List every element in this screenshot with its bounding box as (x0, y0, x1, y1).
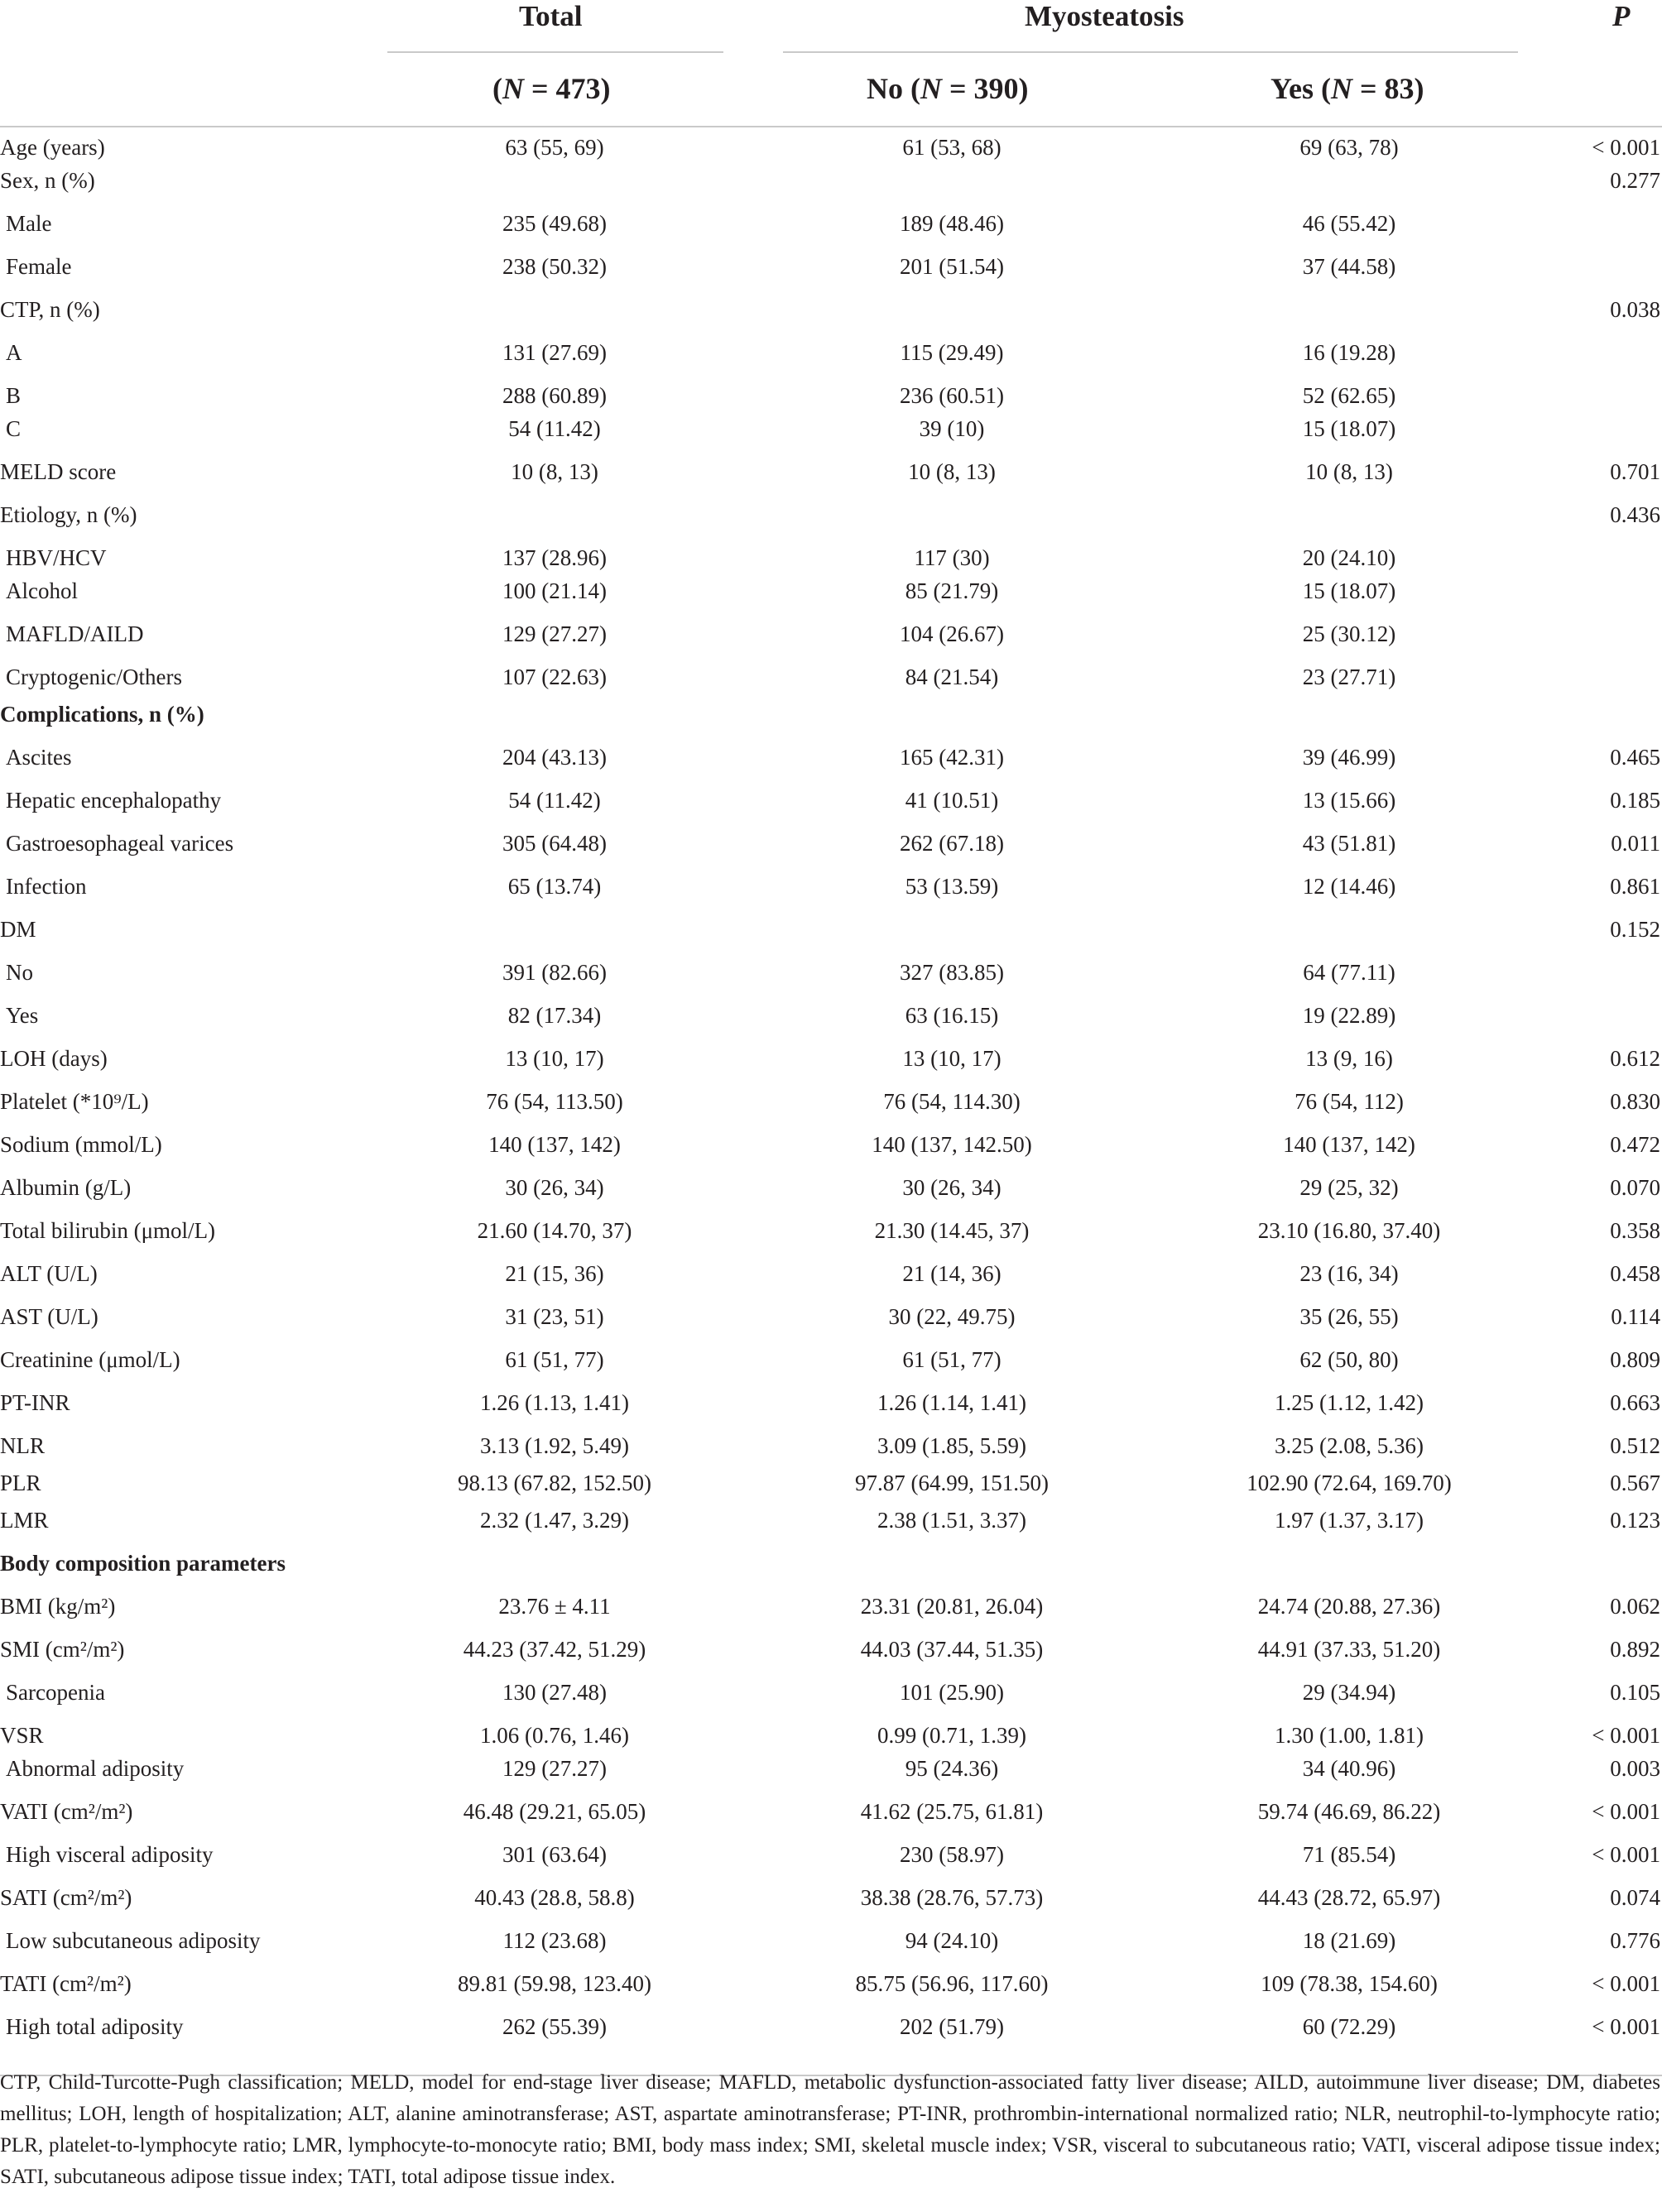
table-row (0, 2010, 1662, 2043)
cell-p: 0.074 (1610, 1885, 1660, 1910)
cell-p: 0.465 (1610, 745, 1660, 770)
cell-p: 0.776 (1610, 1928, 1660, 1953)
cell-no: 76 (54, 114.30) (883, 1089, 1021, 1114)
row-label: Abnormal adiposity (6, 1756, 185, 1781)
cell-yes: 52 (62.65) (1302, 383, 1396, 408)
table-row (0, 741, 1662, 774)
cell-no: 104 (26.67) (900, 621, 1004, 646)
cell-p: 0.114 (1611, 1304, 1660, 1329)
cell-total: 21.60 (14.70, 37) (477, 1218, 632, 1243)
cell-yes: 23 (16, 34) (1299, 1261, 1399, 1286)
cell-p: < 0.001 (1592, 2014, 1660, 2039)
row-label: Cryptogenic/Others (6, 665, 182, 689)
row-label: B (6, 383, 22, 408)
cell-total: 288 (60.89) (502, 383, 607, 408)
table-row (0, 1967, 1662, 2000)
cell-yes: 43 (51.81) (1302, 831, 1396, 856)
row-label: NLR (0, 1433, 45, 1458)
cell-p: < 0.001 (1592, 1723, 1660, 1748)
cell-yes: 18 (21.69) (1302, 1928, 1396, 1953)
cell-yes: 23.10 (16.80, 37.40) (1257, 1218, 1441, 1243)
cell-total: 3.13 (1.92, 5.49) (480, 1433, 629, 1458)
cell-yes: 64 (77.11) (1303, 960, 1395, 985)
cell-p: < 0.001 (1592, 1842, 1660, 1867)
table-row (0, 660, 1662, 693)
cell-no: 97.87 (64.99, 151.50) (855, 1471, 1049, 1495)
table-row (0, 1676, 1662, 1709)
row-label: Ascites (6, 745, 72, 770)
cell-yes: 25 (30.12) (1302, 621, 1396, 646)
cell-yes: 19 (22.89) (1302, 1003, 1396, 1028)
row-label: Etiology, n (%) (0, 502, 137, 527)
cell-no: 94 (24.10) (905, 1928, 999, 1953)
cell-no: 13 (10, 17) (902, 1046, 1002, 1071)
row-label: Hepatic encephalopathy (6, 788, 222, 813)
table-row (0, 956, 1662, 989)
cell-yes: 13 (15.66) (1302, 788, 1396, 813)
cell-yes: 29 (25, 32) (1299, 1175, 1399, 1200)
cell-no: 3.09 (1.85, 5.59) (877, 1433, 1026, 1458)
table-row (0, 1466, 1662, 1499)
row-label: Gastroesophageal varices (6, 831, 234, 856)
cell-total: 30 (26, 34) (505, 1175, 604, 1200)
row-label: PT-INR (0, 1390, 70, 1415)
cell-total: 98.13 (67.82, 152.50) (458, 1471, 651, 1495)
cell-yes: 20 (24.10) (1302, 545, 1396, 570)
table-row (0, 455, 1662, 488)
cell-p: 0.358 (1610, 1218, 1660, 1243)
cell-yes: 46 (55.42) (1302, 211, 1396, 236)
row-label: Sodium (mmol/L) (0, 1132, 162, 1157)
cell-no: 84 (21.54) (905, 665, 999, 689)
cell-no: 165 (42.31) (900, 745, 1004, 770)
cell-yes: 34 (40.96) (1302, 1756, 1396, 1781)
cell-no: 44.03 (37.44, 51.35) (860, 1637, 1044, 1662)
cell-total: 112 (23.68) (502, 1928, 607, 1953)
row-label: Sex, n (%) (0, 168, 95, 193)
row-label: Sarcopenia (6, 1680, 105, 1705)
cell-total: 13 (10, 17) (505, 1046, 604, 1071)
table-row (0, 827, 1662, 860)
header-yes-n: Yes (N = 83) (1271, 72, 1424, 105)
row-label: MAFLD/AILD (6, 621, 144, 646)
cell-p: 0.612 (1610, 1046, 1660, 1071)
row-label: Infection (6, 874, 87, 899)
table-row (0, 784, 1662, 817)
cell-p: < 0.001 (1592, 1799, 1660, 1824)
row-label: Low subcutaneous adiposity (6, 1928, 261, 1953)
cell-no: 2.38 (1.51, 3.37) (877, 1508, 1026, 1533)
cell-p: 0.892 (1610, 1637, 1660, 1662)
cell-p: 0.861 (1610, 874, 1660, 899)
table-row (0, 498, 1662, 531)
cell-no: 201 (51.54) (900, 254, 1004, 279)
cell-p: 0.123 (1610, 1508, 1660, 1533)
row-label: AST (U/L) (0, 1304, 98, 1329)
row-label: No (6, 960, 33, 985)
cell-total: 129 (27.27) (502, 1756, 607, 1781)
cell-total: 61 (51, 77) (505, 1347, 604, 1372)
row-label: Albumin (g/L) (0, 1175, 132, 1200)
cell-p: 0.472 (1610, 1132, 1660, 1157)
table-row (0, 1343, 1662, 1376)
row-label: PLR (0, 1471, 41, 1495)
cell-p: 0.038 (1610, 297, 1660, 322)
cell-no: 115 (29.49) (900, 340, 1004, 365)
row-label: C (6, 416, 22, 441)
header-p: P (1612, 0, 1631, 32)
cell-yes: 15 (18.07) (1302, 416, 1396, 441)
cell-yes: 1.30 (1.00, 1.81) (1275, 1723, 1424, 1748)
cell-total: 391 (82.66) (502, 960, 607, 985)
row-label: HBV/HCV (6, 545, 107, 570)
cell-p: < 0.001 (1592, 135, 1660, 160)
header-total: Total (519, 0, 583, 32)
cell-p: 0.062 (1610, 1594, 1660, 1619)
cell-total: 76 (54, 113.50) (486, 1089, 623, 1114)
row-label: VSR (0, 1723, 44, 1748)
cell-total: 262 (55.39) (502, 2014, 607, 2039)
cell-p: 0.512 (1610, 1433, 1660, 1458)
row-label: Platelet (*10⁹/L) (0, 1089, 149, 1114)
cell-total: 107 (22.63) (502, 665, 607, 689)
cell-yes: 60 (72.29) (1302, 2014, 1396, 2039)
cell-total: 63 (55, 69) (505, 135, 604, 160)
cell-p: 0.809 (1610, 1347, 1660, 1372)
cell-total: 31 (23, 51) (505, 1304, 604, 1329)
cell-p: 0.152 (1610, 917, 1660, 942)
table-row (0, 913, 1662, 946)
cell-yes: 1.97 (1.37, 3.17) (1275, 1508, 1424, 1533)
cell-no: 189 (48.46) (900, 211, 1004, 236)
cell-yes: 39 (46.99) (1302, 745, 1396, 770)
cell-p: 0.277 (1610, 168, 1660, 193)
cell-yes: 44.91 (37.33, 51.20) (1257, 1637, 1441, 1662)
row-label: LMR (0, 1508, 49, 1533)
cell-total: 21 (15, 36) (505, 1261, 604, 1286)
table-row (0, 1881, 1662, 1914)
table-row (0, 336, 1662, 369)
cell-yes: 29 (34.94) (1302, 1680, 1396, 1705)
cell-yes: 102.90 (72.64, 169.70) (1246, 1471, 1452, 1495)
cell-no: 39 (10) (919, 416, 985, 441)
cell-no: 10 (8, 13) (908, 459, 996, 484)
cell-yes: 109 (78.38, 154.60) (1261, 1971, 1438, 1996)
row-label: Alcohol (6, 578, 78, 603)
cell-yes: 23 (27.71) (1302, 665, 1396, 689)
cell-total: 10 (8, 13) (511, 459, 598, 484)
table-row (0, 574, 1662, 607)
cell-no: 85.75 (56.96, 117.60) (855, 1971, 1049, 1996)
table-row (0, 617, 1662, 650)
row-label: ALT (U/L) (0, 1261, 98, 1286)
cell-total: 46.48 (29.21, 65.05) (463, 1799, 646, 1824)
table-row (0, 164, 1662, 197)
cell-no: 230 (58.97) (900, 1842, 1004, 1867)
cell-no: 21 (14, 36) (902, 1261, 1002, 1286)
cell-yes: 13 (9, 16) (1305, 1046, 1393, 1071)
cell-p: 0.070 (1610, 1175, 1660, 1200)
cell-no: 61 (53, 68) (902, 135, 1002, 160)
cell-yes: 12 (14.46) (1302, 874, 1396, 899)
table-row (0, 131, 1662, 164)
cell-no: 30 (22, 49.75) (888, 1304, 1016, 1329)
cell-yes: 44.43 (28.72, 65.97) (1257, 1885, 1441, 1910)
row-label: DM (0, 917, 36, 942)
cell-no: 63 (16.15) (905, 1003, 999, 1028)
cell-yes: 24.74 (20.88, 27.36) (1257, 1594, 1441, 1619)
row-label: VATI (cm²/m²) (0, 1799, 133, 1824)
table-row (0, 412, 1662, 445)
row-label: Body composition parameters (0, 1551, 286, 1576)
table-row (0, 1633, 1662, 1666)
cell-yes: 35 (26, 55) (1299, 1304, 1399, 1329)
row-label: Yes (6, 1003, 39, 1028)
cell-yes: 15 (18.07) (1302, 578, 1396, 603)
row-label: A (6, 340, 22, 365)
cell-p: 0.436 (1610, 502, 1660, 527)
cell-total: 1.26 (1.13, 1.41) (480, 1390, 629, 1415)
table-row (0, 1257, 1662, 1290)
table-row (0, 1504, 1662, 1537)
cell-no: 53 (13.59) (905, 874, 999, 899)
cell-total: 129 (27.27) (502, 621, 607, 646)
cell-no: 41 (10.51) (905, 788, 999, 813)
table-row (0, 1386, 1662, 1419)
row-label: Female (6, 254, 72, 279)
row-label: High total adiposity (6, 2014, 184, 2039)
cell-no: 140 (137, 142.50) (872, 1132, 1032, 1157)
cell-total: 204 (43.13) (502, 745, 607, 770)
row-label: Creatinine (μmol/L) (0, 1347, 180, 1372)
cell-yes: 16 (19.28) (1302, 340, 1396, 365)
table-row (0, 1429, 1662, 1462)
row-label: MELD score (0, 459, 117, 484)
table-row (0, 1719, 1662, 1752)
table-row (0, 1547, 1662, 1580)
cell-p: 0.701 (1610, 459, 1660, 484)
table-row (0, 1128, 1662, 1161)
cell-yes: 37 (44.58) (1302, 254, 1396, 279)
header-total-n: (N = 473) (492, 72, 611, 105)
row-label: Age (years) (0, 135, 105, 160)
table-row (0, 207, 1662, 240)
table-row (0, 870, 1662, 903)
table-row (0, 1300, 1662, 1333)
row-label: High visceral adiposity (6, 1842, 214, 1867)
row-label: Complications, n (%) (0, 702, 204, 727)
cell-p: 0.185 (1610, 788, 1660, 813)
cell-no: 23.31 (20.81, 26.04) (860, 1594, 1044, 1619)
cell-p: 0.105 (1610, 1680, 1660, 1705)
table-footnote: CTP, Child-Turcotte-Pugh classification; MELD, model for end-stage liver disease; MAFLD, metabolic dysfunction-associated fatty liver disease; AILD, autoimmune liver disease; DM, diabetes mellitus; LOH, length of hospitalization; ALT, alanine aminotransferase; AST, aspartate aminotransferase; PT-INR, prothrombin-international normalized ratio; NLR, neutrophil-to-lymphocyte ratio; PLR, platelet-to-lymphocyte ratio; LMR, lymphocyte-to-monocyte ratio; BMI, body mass index; SMI, skeletal muscle index; VSR, visceral to subcutaneous ratio; VATI, visceral adipose tissue index; SATI, subcutaneous adipose tissue index; TATI, total adipose tissue index. (0, 2071, 1660, 2188)
table-row (0, 698, 1662, 731)
cell-no: 202 (51.79) (900, 2014, 1004, 2039)
row-label: LOH (days) (0, 1046, 108, 1071)
cell-no: 236 (60.51) (900, 383, 1004, 408)
cell-total: 305 (64.48) (502, 831, 607, 856)
cell-total: 54 (11.42) (508, 788, 601, 813)
cell-total: 23.76 ± 4.11 (498, 1594, 611, 1619)
table-row (0, 1590, 1662, 1623)
cell-p: 0.830 (1610, 1089, 1660, 1114)
cell-no: 38.38 (28.76, 57.73) (860, 1885, 1044, 1910)
table-row (0, 999, 1662, 1032)
cell-no: 95 (24.36) (905, 1756, 999, 1781)
cell-no: 30 (26, 34) (902, 1175, 1002, 1200)
row-label: SATI (cm²/m²) (0, 1885, 132, 1910)
cell-total: 140 (137, 142) (488, 1132, 621, 1157)
cell-no: 262 (67.18) (900, 831, 1004, 856)
cell-total: 2.32 (1.47, 3.29) (480, 1508, 629, 1533)
table-row (0, 1752, 1662, 1785)
cell-no: 61 (51, 77) (902, 1347, 1002, 1372)
table-row (0, 1171, 1662, 1204)
cell-yes: 76 (54, 112) (1295, 1089, 1404, 1114)
cell-p: 0.663 (1610, 1390, 1660, 1415)
row-label: CTP, n (%) (0, 297, 100, 322)
cell-no: 0.99 (0.71, 1.39) (877, 1723, 1026, 1748)
table-row (0, 293, 1662, 326)
table-row (0, 250, 1662, 283)
cell-total: 131 (27.69) (502, 340, 607, 365)
table-row (0, 1042, 1662, 1075)
row-label: Male (6, 211, 52, 236)
cell-yes: 1.25 (1.12, 1.42) (1275, 1390, 1424, 1415)
cell-p: 0.567 (1610, 1471, 1660, 1495)
cell-yes: 59.74 (46.69, 86.22) (1257, 1799, 1441, 1824)
cell-total: 301 (63.64) (502, 1842, 607, 1867)
cell-p: 0.458 (1610, 1261, 1660, 1286)
table-row (0, 541, 1662, 574)
cell-total: 65 (13.74) (507, 874, 602, 899)
cell-yes: 140 (137, 142) (1283, 1132, 1415, 1157)
cell-p: < 0.001 (1592, 1971, 1660, 1996)
cell-yes: 71 (85.54) (1302, 1842, 1396, 1867)
table-row (0, 1795, 1662, 1828)
table-row (0, 1924, 1662, 1957)
cell-yes: 69 (63, 78) (1299, 135, 1399, 160)
cell-no: 41.62 (25.75, 61.81) (860, 1799, 1044, 1824)
cell-total: 54 (11.42) (508, 416, 601, 441)
table-row (0, 1838, 1662, 1871)
cell-yes: 10 (8, 13) (1305, 459, 1393, 484)
cell-p: 0.003 (1610, 1756, 1660, 1781)
row-label: TATI (cm²/m²) (0, 1971, 132, 1996)
cell-no: 117 (30) (914, 545, 990, 570)
header-myosteatosis: Myosteatosis (1025, 0, 1184, 32)
cell-no: 327 (83.85) (900, 960, 1004, 985)
cell-no: 85 (21.79) (905, 578, 999, 603)
cell-total: 238 (50.32) (502, 254, 607, 279)
cell-total: 130 (27.48) (502, 1680, 607, 1705)
row-label: BMI (kg/m²) (0, 1594, 116, 1619)
header-no-n: No (N = 390) (867, 72, 1029, 105)
cell-no: 1.26 (1.14, 1.41) (877, 1390, 1026, 1415)
cell-total: 137 (28.96) (502, 545, 607, 570)
table-row (0, 1085, 1662, 1118)
table-row (0, 379, 1662, 412)
cell-total: 40.43 (28.8, 58.8) (474, 1885, 635, 1910)
cell-no: 21.30 (14.45, 37) (874, 1218, 1030, 1243)
cell-yes: 62 (50, 80) (1299, 1347, 1399, 1372)
cell-total: 44.23 (37.42, 51.29) (463, 1637, 646, 1662)
cell-p: 0.011 (1611, 831, 1660, 856)
cell-total: 100 (21.14) (502, 578, 607, 603)
cell-no: 101 (25.90) (900, 1680, 1004, 1705)
cell-yes: 3.25 (2.08, 5.36) (1275, 1433, 1424, 1458)
table-row (0, 1214, 1662, 1247)
cell-total: 235 (49.68) (502, 211, 607, 236)
row-label: SMI (cm²/m²) (0, 1637, 125, 1662)
cell-total: 82 (17.34) (507, 1003, 602, 1028)
cell-total: 89.81 (59.98, 123.40) (458, 1971, 651, 1996)
cell-total: 1.06 (0.76, 1.46) (480, 1723, 629, 1748)
row-label: Total bilirubin (μmol/L) (0, 1218, 216, 1243)
